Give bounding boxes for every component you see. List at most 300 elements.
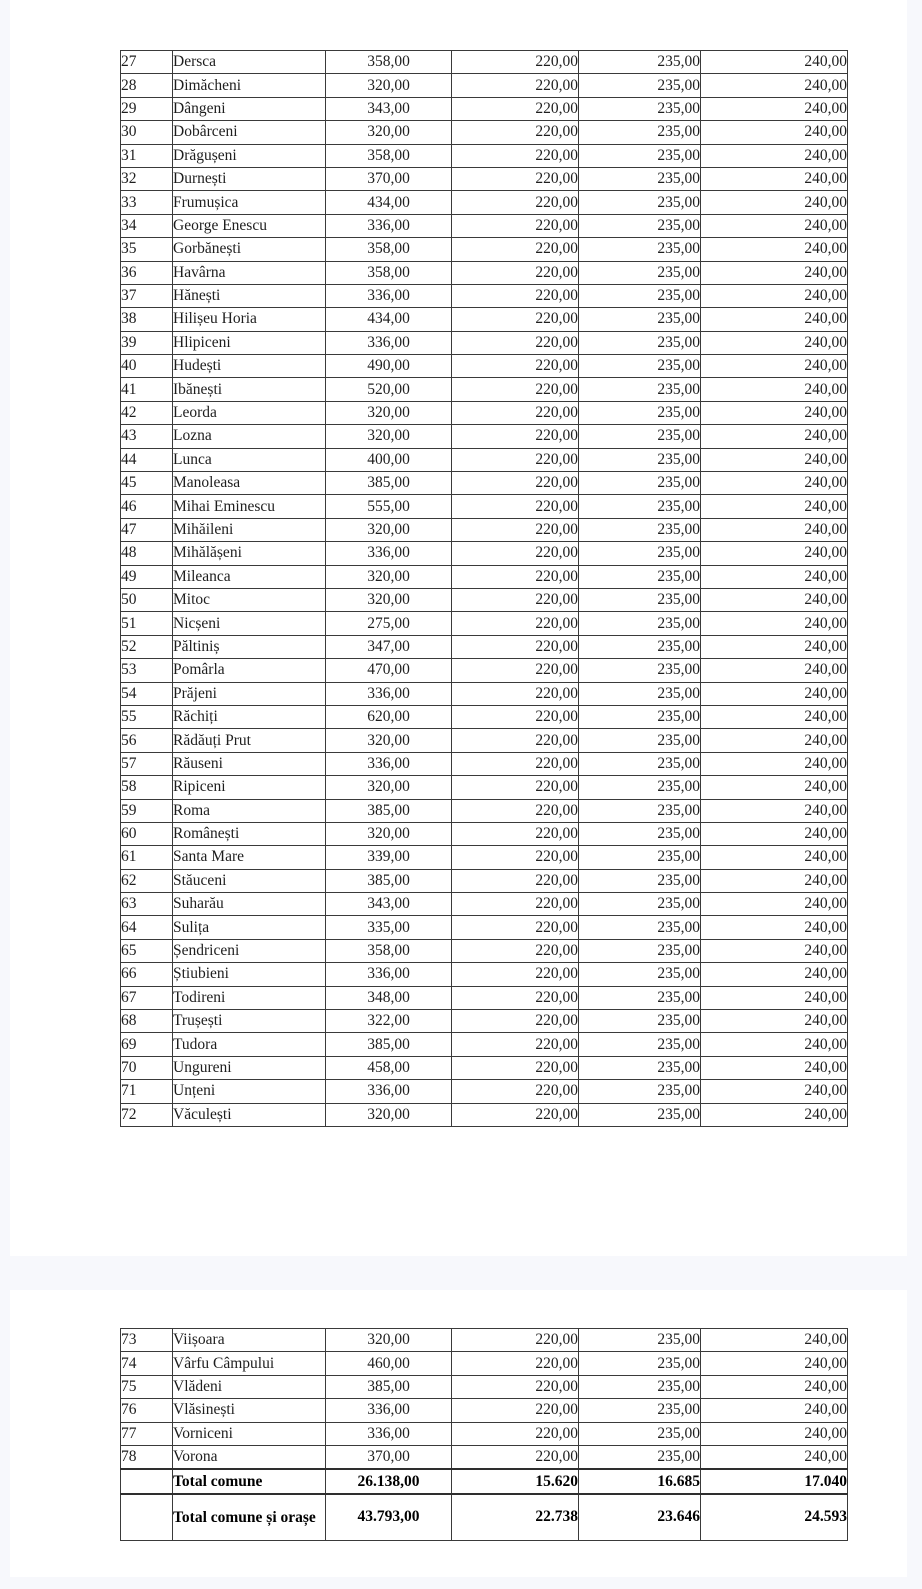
value-4-cell: 240,00 [701,284,848,307]
value-4-cell: 240,00 [701,1056,848,1079]
value-1-cell: 320,00 [326,588,452,611]
value-4-cell: 240,00 [701,893,848,916]
table-row [121,869,848,892]
value-1-cell: 320,00 [326,1103,452,1126]
row-number-cell: 39 [121,331,173,354]
value-1-cell: 336,00 [326,1399,452,1422]
row-number-cell: 51 [121,612,173,635]
value-3-cell: 235,00 [579,612,701,635]
commune-name-cell: Gorbănești [173,238,326,261]
value-4-cell: 240,00 [701,542,848,565]
value-2-cell: 220,00 [452,565,579,588]
value-1-cell: 336,00 [326,331,452,354]
row-number-cell: 50 [121,588,173,611]
table-row [121,308,848,331]
row-number-cell: 42 [121,401,173,424]
value-1-cell: 336,00 [326,1422,452,1445]
commune-name-cell: Frumușica [173,191,326,214]
commune-name-cell: Stăuceni [173,869,326,892]
value-1-cell: 470,00 [326,659,452,682]
value-3-cell: 235,00 [579,1422,701,1445]
value-4-cell: 240,00 [701,986,848,1009]
row-number-cell: 45 [121,472,173,495]
table-row [121,214,848,237]
row-number-cell: 29 [121,97,173,120]
value-4-cell: 240,00 [701,729,848,752]
commune-name-cell: Vorona [173,1445,326,1469]
commune-name-cell: Suharău [173,893,326,916]
value-4-cell: 240,00 [701,939,848,962]
commune-name-cell: Vârfu Câmpului [173,1352,326,1375]
value-3-cell: 235,00 [579,74,701,97]
table-row [121,1375,848,1398]
value-4-cell: 240,00 [701,1422,848,1445]
table-row [121,401,848,424]
value-1-cell: 336,00 [326,963,452,986]
commune-name-cell: Trușești [173,1010,326,1033]
value-2-cell: 220,00 [452,1399,579,1422]
row-number-cell: 52 [121,635,173,658]
table-row [121,425,848,448]
value-1-cell: 336,00 [326,214,452,237]
table-row [121,916,848,939]
value-4-cell: 240,00 [701,1329,848,1352]
commune-name-cell: Mitoc [173,588,326,611]
value-1-cell: 358,00 [326,261,452,284]
value-3-cell: 235,00 [579,963,701,986]
table-row [121,1422,848,1445]
row-number-cell: 73 [121,1329,173,1352]
commune-name-cell: Românești [173,822,326,845]
value-3-cell: 235,00 [579,659,701,682]
value-3-cell: 235,00 [579,518,701,541]
table-row [121,635,848,658]
commune-name-cell: Havârna [173,261,326,284]
value-4-cell: 240,00 [701,916,848,939]
value-2-cell: 220,00 [452,1445,579,1469]
value-3-cell: 235,00 [579,776,701,799]
row-number-cell: 47 [121,518,173,541]
document-page-1 [10,0,907,1256]
commune-name-cell: Mihălășeni [173,542,326,565]
communes-table-body-1 [121,51,848,1127]
value-3-cell: 235,00 [579,191,701,214]
value-1-cell: 460,00 [326,1352,452,1375]
value-1-cell: 275,00 [326,612,452,635]
value-1-cell: 400,00 [326,448,452,471]
table-row [121,542,848,565]
value-3-cell: 235,00 [579,588,701,611]
communes-table-page-1 [120,50,848,1127]
value-2-cell: 220,00 [452,1033,579,1056]
value-2-cell: 220,00 [452,261,579,284]
value-1-cell: 358,00 [326,51,452,74]
table-row [121,822,848,845]
value-2-cell: 15.620 [452,1469,579,1493]
value-4-cell: 240,00 [701,1399,848,1422]
commune-name-cell: Vlădeni [173,1375,326,1398]
table-row [121,261,848,284]
row-number-cell: 46 [121,495,173,518]
value-4-cell: 240,00 [701,846,848,869]
row-number-cell: 38 [121,308,173,331]
value-2-cell: 220,00 [452,121,579,144]
row-number-cell: 55 [121,705,173,728]
row-number-cell: 59 [121,799,173,822]
commune-name-cell: Vlăsinești [173,1399,326,1422]
value-1-cell: 336,00 [326,682,452,705]
value-1-cell: 348,00 [326,986,452,1009]
value-4-cell: 24.593 [701,1494,848,1541]
value-2-cell: 220,00 [452,425,579,448]
commune-name-cell: Dersca [173,51,326,74]
value-4-cell: 240,00 [701,472,848,495]
row-number-cell: 28 [121,74,173,97]
value-1-cell: 343,00 [326,893,452,916]
value-3-cell: 235,00 [579,425,701,448]
value-2-cell: 220,00 [452,1375,579,1398]
value-2-cell: 220,00 [452,846,579,869]
row-number-cell: 72 [121,1103,173,1126]
value-4-cell: 240,00 [701,1375,848,1398]
value-2-cell: 220,00 [452,1080,579,1103]
value-4-cell: 240,00 [701,308,848,331]
value-3-cell: 235,00 [579,542,701,565]
value-4-cell: 240,00 [701,401,848,424]
row-number-cell: 53 [121,659,173,682]
row-number-cell: 74 [121,1352,173,1375]
value-1-cell: 385,00 [326,1375,452,1398]
value-2-cell: 220,00 [452,1056,579,1079]
commune-name-cell: Păltiniș [173,635,326,658]
row-number-cell: 57 [121,752,173,775]
table-row [121,191,848,214]
row-number-cell: 40 [121,355,173,378]
commune-name-cell: Drăgușeni [173,144,326,167]
value-2-cell: 220,00 [452,986,579,1009]
commune-name-cell: Știubieni [173,963,326,986]
table-row [121,846,848,869]
row-number-cell: 66 [121,963,173,986]
value-2-cell: 220,00 [452,378,579,401]
value-2-cell: 220,00 [452,752,579,775]
value-4-cell: 240,00 [701,752,848,775]
value-4-cell: 240,00 [701,822,848,845]
commune-name-cell: Santa Mare [173,846,326,869]
table-row [121,752,848,775]
row-number-cell: 60 [121,822,173,845]
table-row [121,612,848,635]
value-4-cell: 240,00 [701,705,848,728]
row-number-cell: 68 [121,1010,173,1033]
row-number-cell: 70 [121,1056,173,1079]
value-3-cell: 235,00 [579,1080,701,1103]
table-row [121,705,848,728]
value-2-cell: 220,00 [452,799,579,822]
value-3-cell: 235,00 [579,1103,701,1126]
value-4-cell: 240,00 [701,1352,848,1375]
table-row [121,144,848,167]
commune-name-cell: Nicșeni [173,612,326,635]
value-1-cell: 620,00 [326,705,452,728]
value-2-cell: 220,00 [452,1010,579,1033]
value-3-cell: 16.685 [579,1469,701,1493]
value-2-cell: 220,00 [452,144,579,167]
table-row [121,939,848,962]
value-3-cell: 235,00 [579,939,701,962]
row-number-cell: 67 [121,986,173,1009]
commune-name-cell: Dimăcheni [173,74,326,97]
table-row [121,51,848,74]
value-3-cell: 235,00 [579,1329,701,1352]
value-2-cell: 220,00 [452,776,579,799]
value-4-cell: 240,00 [701,331,848,354]
commune-name-cell: Mihai Eminescu [173,495,326,518]
total-row [121,1469,848,1493]
commune-name-cell: Roma [173,799,326,822]
value-1-cell: 320,00 [326,425,452,448]
value-3-cell: 235,00 [579,97,701,120]
value-3-cell: 235,00 [579,799,701,822]
value-1-cell: 322,00 [326,1010,452,1033]
value-4-cell: 240,00 [701,1103,848,1126]
row-number-cell: 76 [121,1399,173,1422]
row-number-cell [121,1469,173,1493]
row-number-cell: 58 [121,776,173,799]
value-4-cell: 240,00 [701,588,848,611]
row-number-cell: 48 [121,542,173,565]
value-2-cell: 220,00 [452,1352,579,1375]
value-3-cell: 235,00 [579,214,701,237]
value-1-cell: 336,00 [326,284,452,307]
commune-name-cell: Hilișeu Horia [173,308,326,331]
value-1-cell: 370,00 [326,1445,452,1469]
value-1-cell: 43.793,00 [326,1494,452,1541]
value-1-cell: 520,00 [326,378,452,401]
value-4-cell: 240,00 [701,191,848,214]
value-3-cell: 23.646 [579,1494,701,1541]
table-row [121,893,848,916]
value-2-cell: 220,00 [452,588,579,611]
table-row [121,1080,848,1103]
table-row [121,776,848,799]
table-row [121,1103,848,1126]
value-3-cell: 235,00 [579,635,701,658]
value-3-cell: 235,00 [579,495,701,518]
table-row [121,729,848,752]
value-1-cell: 336,00 [326,1080,452,1103]
value-3-cell: 235,00 [579,284,701,307]
value-3-cell: 235,00 [579,752,701,775]
table-row [121,1445,848,1469]
table-row [121,284,848,307]
commune-name-cell: Viișoara [173,1329,326,1352]
value-3-cell: 235,00 [579,121,701,144]
table-row [121,167,848,190]
value-1-cell: 320,00 [326,121,452,144]
commune-name-cell: Leorda [173,401,326,424]
communes-table-body-2 [121,1329,848,1541]
value-3-cell: 235,00 [579,1445,701,1469]
value-2-cell: 220,00 [452,869,579,892]
value-2-cell: 220,00 [452,518,579,541]
row-number-cell: 71 [121,1080,173,1103]
value-4-cell: 240,00 [701,518,848,541]
table-row [121,378,848,401]
value-3-cell: 235,00 [579,1352,701,1375]
row-number-cell: 31 [121,144,173,167]
table-row [121,682,848,705]
value-2-cell: 220,00 [452,167,579,190]
value-4-cell: 240,00 [701,121,848,144]
commune-name-cell: Unțeni [173,1080,326,1103]
value-4-cell: 240,00 [701,963,848,986]
row-number-cell: 43 [121,425,173,448]
value-1-cell: 385,00 [326,472,452,495]
value-4-cell: 240,00 [701,1033,848,1056]
value-2-cell: 220,00 [452,893,579,916]
commune-name-cell: Șendriceni [173,939,326,962]
value-2-cell: 220,00 [452,495,579,518]
commune-name-cell: Ripiceni [173,776,326,799]
value-2-cell: 220,00 [452,284,579,307]
communes-table-page-2 [120,1328,848,1541]
value-1-cell: 320,00 [326,565,452,588]
table-row [121,97,848,120]
value-2-cell: 220,00 [452,939,579,962]
commune-name-cell: Hudești [173,355,326,378]
value-3-cell: 235,00 [579,1010,701,1033]
value-3-cell: 235,00 [579,1033,701,1056]
commune-name-cell: George Enescu [173,214,326,237]
value-2-cell: 22.738 [452,1494,579,1541]
value-2-cell: 220,00 [452,1329,579,1352]
value-2-cell: 220,00 [452,635,579,658]
commune-name-cell: Lozna [173,425,326,448]
commune-name-cell: Vorniceni [173,1422,326,1445]
value-4-cell: 240,00 [701,869,848,892]
value-2-cell: 220,00 [452,612,579,635]
value-4-cell: 240,00 [701,495,848,518]
value-1-cell: 434,00 [326,308,452,331]
value-3-cell: 235,00 [579,401,701,424]
value-2-cell: 220,00 [452,51,579,74]
table-row [121,495,848,518]
value-1-cell: 320,00 [326,822,452,845]
value-3-cell: 235,00 [579,1375,701,1398]
value-3-cell: 235,00 [579,261,701,284]
value-4-cell: 240,00 [701,776,848,799]
row-number-cell [121,1494,173,1541]
value-2-cell: 220,00 [452,916,579,939]
commune-name-cell: Manoleasa [173,472,326,495]
row-number-cell: 32 [121,167,173,190]
total-label-cell: Total comune și orașe [173,1494,326,1541]
value-3-cell: 235,00 [579,682,701,705]
value-3-cell: 235,00 [579,846,701,869]
table-row [121,74,848,97]
value-1-cell: 320,00 [326,74,452,97]
row-number-cell: 44 [121,448,173,471]
commune-name-cell: Rădăuți Prut [173,729,326,752]
value-4-cell: 240,00 [701,74,848,97]
value-4-cell: 240,00 [701,167,848,190]
value-2-cell: 220,00 [452,238,579,261]
value-3-cell: 235,00 [579,893,701,916]
value-3-cell: 235,00 [579,565,701,588]
commune-name-cell: Ibănești [173,378,326,401]
value-3-cell: 235,00 [579,308,701,331]
value-4-cell: 240,00 [701,425,848,448]
row-number-cell: 34 [121,214,173,237]
table-row [121,1033,848,1056]
value-3-cell: 235,00 [579,51,701,74]
value-1-cell: 320,00 [326,518,452,541]
commune-name-cell: Todireni [173,986,326,1009]
value-2-cell: 220,00 [452,659,579,682]
value-4-cell: 240,00 [701,1445,848,1469]
value-1-cell: 385,00 [326,869,452,892]
value-3-cell: 235,00 [579,238,701,261]
row-number-cell: 27 [121,51,173,74]
row-number-cell: 63 [121,893,173,916]
value-1-cell: 358,00 [326,939,452,962]
value-2-cell: 220,00 [452,822,579,845]
table-row [121,1329,848,1352]
value-4-cell: 240,00 [701,565,848,588]
commune-name-cell: Mileanca [173,565,326,588]
commune-name-cell: Răuseni [173,752,326,775]
value-3-cell: 235,00 [579,167,701,190]
value-3-cell: 235,00 [579,472,701,495]
table-row [121,799,848,822]
table-row [121,963,848,986]
commune-name-cell: Hlipiceni [173,331,326,354]
value-1-cell: 458,00 [326,1056,452,1079]
value-2-cell: 220,00 [452,214,579,237]
row-number-cell: 69 [121,1033,173,1056]
value-2-cell: 220,00 [452,705,579,728]
value-1-cell: 347,00 [326,635,452,658]
table-row [121,1352,848,1375]
value-3-cell: 235,00 [579,331,701,354]
value-3-cell: 235,00 [579,729,701,752]
value-2-cell: 220,00 [452,331,579,354]
value-3-cell: 235,00 [579,1056,701,1079]
value-1-cell: 320,00 [326,776,452,799]
commune-name-cell: Lunca [173,448,326,471]
value-2-cell: 220,00 [452,191,579,214]
value-1-cell: 555,00 [326,495,452,518]
table-row [121,588,848,611]
row-number-cell: 56 [121,729,173,752]
value-1-cell: 335,00 [326,916,452,939]
value-1-cell: 336,00 [326,542,452,565]
value-2-cell: 220,00 [452,729,579,752]
value-3-cell: 235,00 [579,378,701,401]
value-1-cell: 370,00 [326,167,452,190]
value-4-cell: 17.040 [701,1469,848,1493]
table-row [121,331,848,354]
document-page-2 [10,1290,907,1577]
total-label-cell: Total comune [173,1469,326,1493]
value-1-cell: 385,00 [326,1033,452,1056]
value-1-cell: 434,00 [326,191,452,214]
value-4-cell: 240,00 [701,799,848,822]
value-3-cell: 235,00 [579,822,701,845]
value-2-cell: 220,00 [452,308,579,331]
row-number-cell: 61 [121,846,173,869]
